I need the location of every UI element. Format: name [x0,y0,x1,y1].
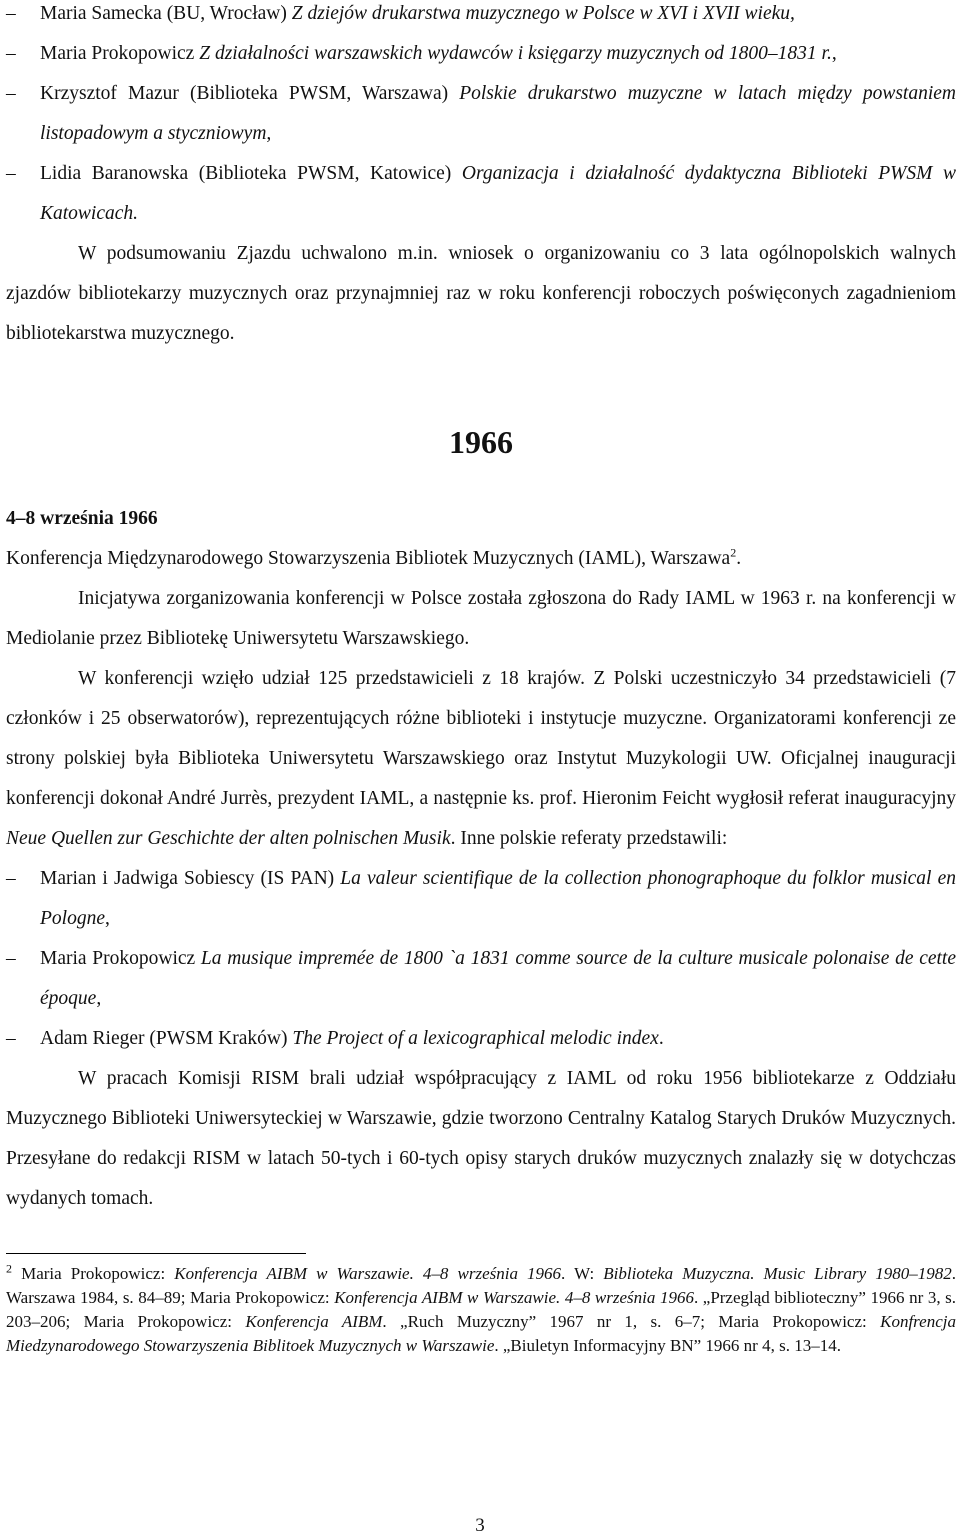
item-tail: . [658,1028,664,1049]
item-title: Z działalności warszawskich wydawców i księgarzy muzycznych od 1800–1831 r. [199,43,832,64]
footnote-italic: Konferencja AIBM w Warszawie. 4–8 września 1966 [334,1288,694,1307]
footnote-separator [6,1253,306,1254]
item-author: Marian i Jadwiga Sobiescy (IS PAN) [40,868,335,889]
participants-text: W konferencji wzięło udział 125 przedstawicieli z 18 krajów. Z Polski uczestniczyło 34 przedstawicieli (7 członków i 25 obserwatorów), reprezentujących różne biblioteki i instytucje muzyczne. Organizatorami konferencji ze strony polskiej była Biblioteka Uniwersytetu Warszawskiego oraz Instytut Muzykologii UW. Oficjalnej inauguracji konferencji dokonał André Jurrès, prezydent IAML, a następnie ks. prof. Hieronim Feicht wygłosił referat inauguracyjny [6,668,956,809]
footnote-italic: Konfrencja Miedzynarodowego Stowarzyszenia Biblitoek Muzycznych w Warszawie [6,1312,956,1355]
conference-title-text: Konferencja Międzynarodowego Stowarzyszenia Bibliotek Muzycznych (IAML), Warszawa [6,548,731,569]
footnote-italic: Biblioteka Muzyczna. Music Library 1980–1982 [603,1264,952,1283]
list-item [6,939,956,1019]
footnote-text: . Warszawa 1984, s. 84–89; Maria Prokopowicz: [6,1264,956,1307]
list-item [6,1019,956,1059]
footnote-text: . W: [561,1264,604,1283]
item-author: Lidia Baranowska (Biblioteka PWSM, Katowice) [40,163,452,184]
list-dash: – [6,163,16,184]
presentations-list-top [6,0,956,234]
list-dash: – [6,1028,16,1049]
item-tail: , [831,43,837,64]
list-item [6,859,956,939]
list-dash: – [6,868,16,889]
item-author: Maria Prokopowicz [40,948,196,969]
item-tail: , [96,988,102,1009]
list-item [6,0,956,34]
footnote-italic: Konferencja AIBM [245,1312,383,1331]
footnote-italic: Konferencja AIBM w Warszawie. 4–8 września 1966 [174,1264,562,1283]
inaugural-lecture-title: Neue Quellen zur Geschichte der alten polnischen Musik [6,828,451,849]
item-author: Maria Samecka (BU, Wrocław) [40,3,287,24]
initiative-paragraph: Inicjatywa zorganizowania konferencji w Polsce została zgłoszona do Rady IAML w 1963 r. na konferencji w Mediolanie przez Bibliotekę Uniwersytetu Warszawskiego. [6,588,956,649]
footnote-text: . „Biuletyn Informacyjny BN” 1966 nr 4, s. 13–14. [494,1336,841,1355]
item-title: Organizacja i działalność dydaktyczna Biblioteki PWSM w Katowicach. [40,163,957,224]
list-dash: – [6,948,16,969]
footnote-text: . „Przegląd biblioteczny” 1966 nr 3, s. 203–206; Maria Prokopowicz: [6,1288,957,1331]
list-dash: – [6,3,16,24]
presentations-list-bottom [6,859,956,1059]
participants-text-end: . Inne polskie referaty przedstawili: [450,828,728,849]
year-heading: 1966 [449,424,513,460]
item-title: Polskie drukarstwo muzyczne w latach między powstaniem listopadowym a styczniowym, [40,83,956,144]
footnote-text: Maria Prokopowicz: [12,1264,175,1283]
list-item [6,74,956,154]
list-item [6,154,956,234]
item-author: Maria Prokopowicz [40,43,195,64]
rism-paragraph: W pracach Komisji RISM brali udział współpracujący z IAML od roku 1956 bibliotekarze z Oddziału Muzycznego Biblioteki Uniwersyteckiej w Warszawie, gdzie tworzono Centralny Katalog Starych Druków Muzycznych. Przesyłane do redakcji RISM w latach 50-tych i 60-tych opisy starych druków muzycznych znalazły się w dotychczas wydanych tomach. [6,1068,956,1209]
footnote-marker: 2 [6,1261,12,1276]
conference-date: 4–8 września 1966 [6,508,158,529]
footnote [6,1262,956,1358]
item-title: Z dziejów drukarstwa muzycznego w Polsce w XVI i XVII wieku, [291,3,795,24]
list-dash: – [6,83,16,104]
footnote-ref: 2 [730,545,737,560]
document-page [6,0,956,1358]
item-title: La musique impremée de 1800 `a 1831 comme source de la culture musicale polonaise de cette époque [40,948,956,1009]
item-title: La valeur scientifique de la collection phonographoque du folklor musical en Pologne [40,868,956,929]
list-item [6,34,956,74]
item-author: Adam Rieger (PWSM Kraków) [40,1028,288,1049]
item-tail: , [104,908,110,929]
item-author: Krzysztof Mazur (Biblioteka PWSM, Warszawa) [40,83,449,104]
list-dash: – [6,43,16,64]
item-title: The Project of a lexicographical melodic index [292,1028,659,1049]
participants-paragraph [6,659,956,859]
footnote-text: . „Ruch Muzyczny” 1967 nr 1, s. 6–7; Maria Prokopowicz: [382,1312,881,1331]
page-number: 3 [475,1515,485,1536]
conference-title: Konferencja Międzynarodowego Stowarzyszenia Bibliotek Muzycznych (IAML), Warszawa$^2$. [6,545,742,569]
summary-paragraph: W podsumowaniu Zjazdu uchwalono m.in. wniosek o organizowaniu co 3 lata ogólnopolskich walnych zjazdów bibliotekarzy muzycznych oraz przynajmniej raz w roku konferencji roboczych poświęconych zagadnieniom bibliotekarstwa muzycznego. [6,243,956,344]
